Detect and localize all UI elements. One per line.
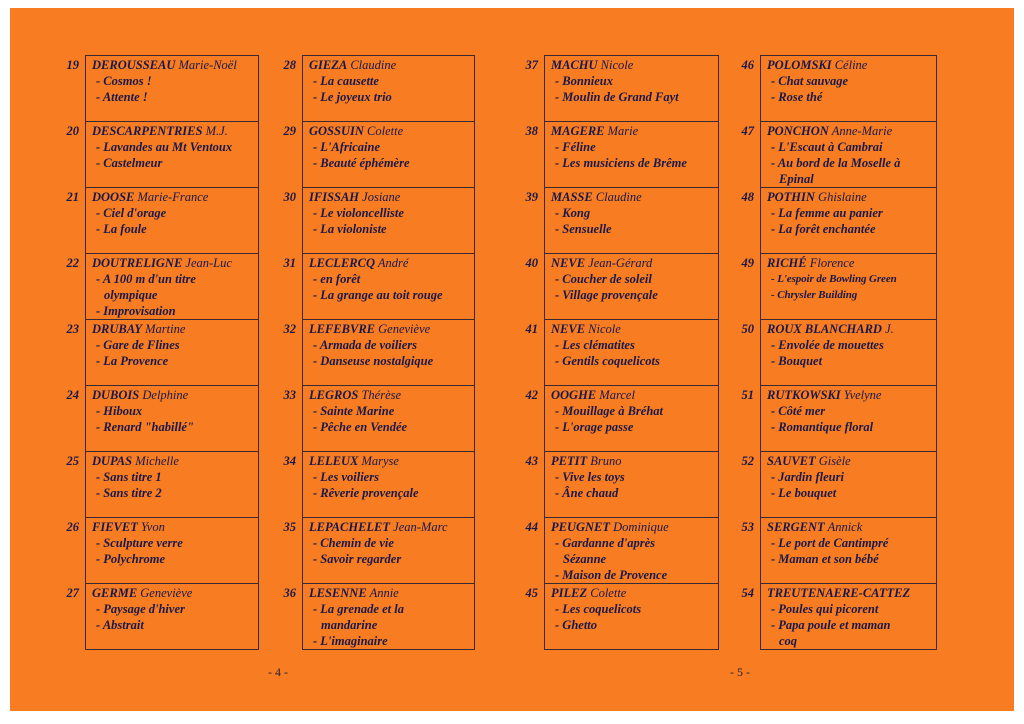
artist-surname: POLOMSKI: [767, 58, 832, 72]
entry-number: 52: [741, 454, 754, 468]
artwork-title: - Renard "habillé": [96, 420, 194, 434]
artist-name: [86, 585, 258, 601]
entry-cell: [283, 583, 474, 649]
artist-firstname: Michelle: [135, 454, 179, 468]
artist-firstname: Florence: [809, 256, 855, 270]
entry-cell: [283, 253, 474, 319]
artwork-title: - Kong: [555, 206, 591, 220]
artwork-title: - Les coquelicots: [555, 602, 642, 616]
artist-firstname: Marcel: [599, 388, 635, 402]
entry-cell: [741, 55, 936, 121]
entry-number: 34: [283, 454, 296, 468]
artwork-title: - Vive les toys: [555, 470, 625, 484]
artist-firstname: Marie-France: [137, 190, 209, 204]
artist-name: [761, 255, 936, 271]
artist-name: [761, 321, 936, 337]
artwork-title: - La forêt enchantée: [771, 222, 876, 236]
artist-firstname: Annie: [369, 586, 399, 600]
entry-cell: [66, 517, 258, 583]
artist-name: [303, 255, 474, 271]
artist-firstname: Yvon: [140, 520, 165, 534]
entry-number: 46: [741, 58, 754, 72]
artist-firstname: Geneviève: [140, 586, 193, 600]
artist-surname: SAUVET: [767, 454, 816, 468]
artist-surname: DUBOIS: [92, 388, 140, 402]
artist-name: [303, 519, 474, 535]
entry-cell: [741, 253, 936, 319]
entry-number: 22: [66, 256, 79, 270]
entry-cell: [66, 319, 258, 385]
artist-name: [545, 387, 718, 403]
artwork-title: Epinal: [779, 172, 814, 186]
entry-cell: [283, 517, 474, 583]
artist-name: [545, 453, 718, 469]
artwork-title: - Chemin de vie: [313, 536, 394, 550]
entry-cell: [525, 121, 718, 187]
artist-surname: RUTKOWSKI: [767, 388, 841, 402]
artwork-title: - Village provençale: [555, 288, 658, 302]
artwork-title: - Paysage d'hiver: [96, 602, 185, 616]
artist-firstname: Jean-Luc: [185, 256, 232, 270]
entry-cell: [741, 517, 936, 583]
artist-surname: IFISSAH: [309, 190, 360, 204]
artist-firstname: Céline: [834, 58, 868, 72]
artist-surname: FIEVET: [92, 520, 138, 534]
artwork-title: - L'espoir de Bowling Green: [771, 273, 897, 285]
artist-surname: DOOSE: [92, 190, 135, 204]
artist-name: [86, 57, 258, 73]
artwork-title: - Chat sauvage: [771, 74, 849, 88]
artist-firstname: J.: [885, 322, 894, 336]
artwork-title: - Maman et son bébé: [771, 552, 879, 566]
page-number-left: - 4 -: [268, 665, 288, 679]
artwork-title: - Les clématites: [555, 338, 635, 352]
artwork-title: - Le violoncelliste: [313, 206, 404, 220]
entry-cell: [66, 121, 258, 187]
artist-name: [761, 519, 936, 535]
artist-firstname: Dominique: [613, 520, 669, 534]
entry-cell: [66, 253, 258, 319]
artwork-title: - Armada de voiliers: [313, 338, 418, 352]
artwork-title: mandarine: [321, 618, 378, 632]
artwork-title: - Castelmeur: [96, 156, 163, 170]
artist-firstname: Marie: [607, 124, 639, 138]
artwork-title: - Coucher de soleil: [555, 272, 652, 286]
artist-name: [761, 189, 936, 205]
entry-cell: [525, 583, 718, 649]
artist-name: [545, 519, 718, 535]
artwork-title: - Féline: [555, 140, 596, 154]
entry-cell: [525, 319, 718, 385]
entry-cell: [525, 451, 718, 517]
artist-name: [86, 123, 258, 139]
artist-surname: LESENNE: [309, 586, 367, 600]
entry-number: 25: [66, 454, 79, 468]
artist-name: [86, 519, 258, 535]
entry-column: [66, 55, 259, 650]
entry-number: 35: [283, 520, 296, 534]
artist-firstname: Yvelyne: [843, 388, 882, 402]
entry-cell: [66, 55, 258, 121]
artwork-title: - Bouquet: [771, 354, 823, 368]
artwork-title: - Gardanne d'après: [555, 536, 656, 550]
artist-surname: MASSE: [551, 190, 593, 204]
artwork-title: - Abstrait: [96, 618, 144, 632]
artist-name: [303, 57, 474, 73]
entry-number: 30: [283, 190, 296, 204]
artist-firstname: Jean-Gérard: [588, 256, 653, 270]
entry-cell: [741, 187, 936, 253]
entry-number: 20: [66, 124, 79, 138]
entry-cell: [66, 385, 258, 451]
artwork-title: - Sculpture verre: [96, 536, 183, 550]
entry-number: 39: [525, 190, 538, 204]
artwork-title: - A 100 m d'un titre: [96, 272, 196, 286]
artist-firstname: Maryse: [361, 454, 399, 468]
artist-name: [303, 585, 474, 601]
artwork-title: - La violoniste: [313, 222, 387, 236]
entry-cell: [741, 583, 936, 649]
artwork-title: - Envolée de mouettes: [771, 338, 884, 352]
artist-surname: PONCHON: [767, 124, 829, 138]
entry-number: 37: [525, 58, 538, 72]
artist-surname: TREUTENAERE-CATTEZ: [767, 586, 911, 600]
artwork-title: - Moulin de Grand Fayt: [555, 90, 679, 104]
artist-surname: LEFEBVRE: [309, 322, 375, 336]
artist-name: [545, 321, 718, 337]
artwork-title: - Les voiliers: [313, 470, 379, 484]
artwork-title: - Beauté éphémère: [313, 156, 410, 170]
entry-number: 21: [66, 190, 79, 204]
entry-number: 44: [525, 520, 538, 534]
artist-surname: DUPAS: [92, 454, 133, 468]
entry-cell: [741, 385, 936, 451]
artist-surname: PETIT: [551, 454, 588, 468]
artwork-title: - Cosmos !: [96, 74, 152, 88]
artwork-title: - Jardin fleuri: [771, 470, 844, 484]
artist-firstname: Claudine: [350, 58, 397, 72]
artist-firstname: Bruno: [590, 454, 622, 468]
artwork-title: - Attente !: [96, 90, 148, 104]
entry-cell: [741, 319, 936, 385]
entry-number: 54: [741, 586, 754, 600]
artist-surname: RICHÉ: [767, 256, 807, 270]
artwork-title: - Sainte Marine: [313, 404, 395, 418]
artist-name: [86, 453, 258, 469]
entry-cell: [66, 451, 258, 517]
entry-cell: [525, 55, 718, 121]
artwork-title: - Âne chaud: [555, 486, 619, 500]
artist-surname: MAGERE: [551, 124, 605, 138]
artist-name: [303, 123, 474, 139]
artist-name: [761, 387, 936, 403]
entry-cell: [741, 121, 936, 187]
artist-name: [545, 123, 718, 139]
artwork-title: - Gare de Flines: [96, 338, 180, 352]
entry-number: 31: [283, 256, 296, 270]
artist-name: [761, 123, 936, 139]
artist-surname: LECLERCQ: [309, 256, 375, 270]
artwork-title: - Papa poule et maman: [771, 618, 891, 632]
artist-firstname: Thérèse: [361, 388, 402, 402]
artwork-title: - La femme au panier: [771, 206, 883, 220]
entry-cell: [283, 55, 474, 121]
entry-cell: [525, 385, 718, 451]
artist-name: [761, 453, 936, 469]
artist-name: [545, 57, 718, 73]
entry-cell: [525, 517, 718, 583]
artwork-title: - Bonnieux: [555, 74, 614, 88]
artwork-title: - Romantique floral: [771, 420, 874, 434]
entry-cell: [741, 451, 936, 517]
entry-number: 43: [525, 454, 538, 468]
entry-cell: [66, 583, 258, 649]
entry-number: 51: [741, 388, 754, 402]
artist-surname: NEVE: [551, 322, 586, 336]
artist-name: [545, 255, 718, 271]
artwork-title: - Chrysler Building: [771, 289, 858, 301]
artist-surname: NEVE: [551, 256, 586, 270]
entry-number: 38: [525, 124, 538, 138]
artist-firstname: Nicole: [600, 58, 634, 72]
entry-number: 53: [741, 520, 754, 534]
entry-number: 32: [283, 322, 296, 336]
entry-number: 33: [283, 388, 296, 402]
artwork-title: - L'Escaut à Cambrai: [771, 140, 883, 154]
artwork-title: Sézanne: [563, 552, 607, 566]
artist-firstname: Anne-Marie: [831, 124, 893, 138]
entry-column: [283, 55, 475, 650]
artwork-title: coq: [779, 634, 798, 648]
artist-name: [86, 321, 258, 337]
artist-firstname: M.J.: [205, 124, 228, 138]
artwork-title: - Le port de Cantimpré: [771, 536, 889, 550]
entry-number: 49: [741, 256, 754, 270]
artist-name: [86, 387, 258, 403]
artwork-title: - Poules qui picorent: [771, 602, 879, 616]
entry-cell: [525, 187, 718, 253]
artwork-title: - La grange au toit rouge: [313, 288, 443, 302]
artist-surname: DESCARPENTRIES: [92, 124, 203, 138]
artist-surname: LELEUX: [309, 454, 359, 468]
artist-firstname: Claudine: [595, 190, 642, 204]
page-number-right: - 5 -: [730, 665, 750, 679]
artwork-title: - Hiboux: [96, 404, 143, 418]
entry-number: 41: [525, 322, 538, 336]
artist-firstname: Marie-Noël: [178, 58, 237, 72]
artwork-title: - Lavandes au Mt Ventoux: [96, 140, 233, 154]
entry-number: 47: [741, 124, 754, 138]
artist-surname: LEPACHELET: [309, 520, 391, 534]
entry-number: 28: [283, 58, 296, 72]
artwork-title: - Pêche en Vendée: [313, 420, 408, 434]
artwork-title: - Au bord de la Moselle à: [771, 156, 901, 170]
artwork-title: - Maison de Provence: [555, 568, 668, 582]
artwork-title: olympique: [104, 288, 158, 302]
artist-surname: MACHU: [551, 58, 598, 72]
artist-name: [86, 255, 258, 271]
artwork-title: - en forêt: [313, 272, 361, 286]
artist-name: [545, 189, 718, 205]
artwork-title: - Sans titre 2: [96, 486, 162, 500]
artwork-title: - Gentils coquelicots: [555, 354, 660, 368]
artwork-title: - Le bouquet: [771, 486, 837, 500]
artist-name: [86, 189, 258, 205]
artist-firstname: Geneviève: [378, 322, 431, 336]
entry-cell: [283, 121, 474, 187]
artwork-title: - Savoir regarder: [313, 552, 402, 566]
entry-cell: [283, 451, 474, 517]
artist-name: [303, 189, 474, 205]
entry-column: [525, 55, 719, 650]
entry-number: 23: [66, 322, 79, 336]
artist-surname: GOSSUIN: [309, 124, 364, 138]
artist-surname: GERME: [92, 586, 138, 600]
artwork-title: - Côté mer: [771, 404, 826, 418]
artist-surname: GIEZA: [309, 58, 348, 72]
artwork-title: - Sans titre 1: [96, 470, 162, 484]
artist-firstname: André: [377, 256, 409, 270]
artist-firstname: Ghislaine: [818, 190, 867, 204]
artist-firstname: Nicole: [588, 322, 621, 336]
entry-number: 45: [525, 586, 538, 600]
artwork-title: - Rêverie provençale: [313, 486, 419, 500]
artwork-title: - Ghetto: [555, 618, 598, 632]
entry-number: 24: [66, 388, 79, 402]
entry-number: 40: [525, 256, 538, 270]
entry-column: [741, 55, 937, 650]
artist-firstname: Annick: [827, 520, 863, 534]
artist-surname: LEGROS: [309, 388, 359, 402]
artist-surname: SERGENT: [767, 520, 825, 534]
artist-firstname: Jean-Marc: [393, 520, 448, 534]
entry-cell: [66, 187, 258, 253]
artist-surname: PILEZ: [551, 586, 588, 600]
entry-number: 26: [66, 520, 79, 534]
artist-name: [545, 585, 718, 601]
artwork-title: - L'orage passe: [555, 420, 634, 434]
artist-firstname: Martine: [145, 322, 186, 336]
entry-cell: [525, 253, 718, 319]
entry-number: 19: [66, 58, 79, 72]
artist-name: [303, 453, 474, 469]
artist-name: [303, 321, 474, 337]
artist-surname: ROUX BLANCHARD: [767, 322, 882, 336]
artwork-title: - Rose thé: [771, 90, 823, 104]
artist-surname: DEROUSSEAU: [92, 58, 176, 72]
artist-name: [761, 57, 936, 73]
artwork-title: - Danseuse nostalgique: [313, 354, 434, 368]
entry-number: 42: [525, 388, 538, 402]
entry-number: 27: [66, 586, 79, 600]
artwork-title: - Les musiciens de Brême: [555, 156, 687, 170]
artist-surname: DRUBAY: [92, 322, 143, 336]
entry-cell: [283, 385, 474, 451]
entry-number: 36: [283, 586, 296, 600]
artwork-title: - Ciel d'orage: [96, 206, 167, 220]
artist-firstname: Colette: [367, 124, 404, 138]
artwork-title: - Polychrome: [96, 552, 166, 566]
artist-firstname: Gisèle: [818, 454, 851, 468]
artwork-title: - Mouillage à Bréhat: [555, 404, 663, 418]
artist-surname: PEUGNET: [551, 520, 611, 534]
artwork-title: - La grenade et la: [313, 602, 404, 616]
artist-firstname: Colette: [590, 586, 627, 600]
artwork-title: - La causette: [313, 74, 379, 88]
artwork-title: - La foule: [96, 222, 147, 236]
artwork-title: - Improvisation: [96, 304, 176, 318]
artist-surname: DOUTRELIGNE: [92, 256, 183, 270]
entry-cell: [283, 187, 474, 253]
artwork-title: - L'Africaine: [313, 140, 381, 154]
artist-name: [303, 387, 474, 403]
entry-number: 48: [741, 190, 754, 204]
artwork-title: - La Provence: [96, 354, 169, 368]
entry-cell: [283, 319, 474, 385]
artist-firstname: Josiane: [362, 190, 401, 204]
artist-surname: POTHIN: [767, 190, 815, 204]
artwork-title: - Le joyeux trio: [313, 90, 392, 104]
artist-surname: OOGHE: [551, 388, 597, 402]
entry-number: 29: [283, 124, 296, 138]
artist-firstname: Delphine: [142, 388, 189, 402]
artwork-title: - L'imaginaire: [313, 634, 388, 648]
entry-number: 50: [741, 322, 754, 336]
artist-name: [761, 585, 936, 601]
artwork-title: - Sensuelle: [555, 222, 612, 236]
